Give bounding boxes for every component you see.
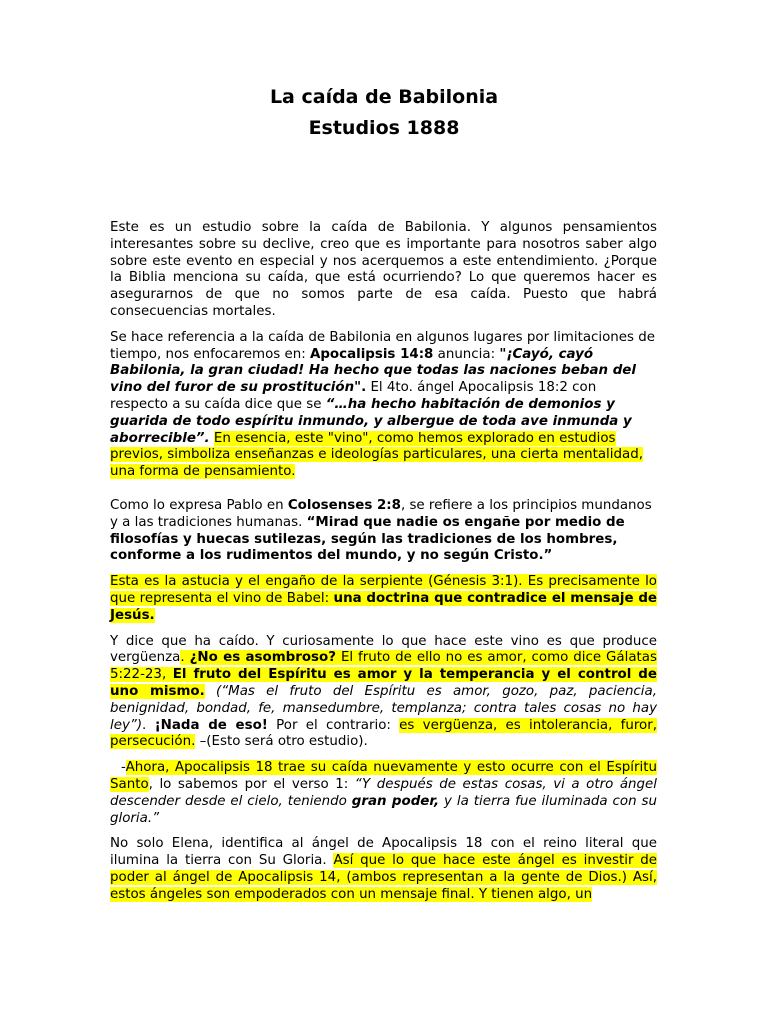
scripture-reference: Apocalipsis 14:8 [309, 346, 434, 362]
highlighted-bold-text: El fruto del Espíritu es amor y la temperancia y el control de uno mismo. [110, 667, 657, 699]
text-span: Por el contrario: [267, 717, 400, 733]
highlighted-text: Ahora, Apocalipsis 18 trae su caída nuevamente y esto ocurre con el Espíritu Santo [110, 760, 657, 792]
paragraph-verguenza [110, 634, 657, 752]
highlighted-text: . [180, 650, 190, 666]
highlighted-bold-text: ¿No es asombroso? [189, 650, 336, 666]
text-span: Se hace referencia a la caída de Babilonia en algunos lugares por limitaciones de tiempo, nos enfocaremos en: [110, 329, 656, 362]
quote-mark: ". [354, 380, 367, 396]
text-span: El 4to. ángel Apocalipsis 18:2 con respecto a su caída dice que se [110, 380, 597, 412]
text-span: . [142, 717, 155, 733]
text-span: , lo sabemos por el verso 1: [148, 776, 355, 792]
text-span: anuncia: [433, 346, 500, 362]
bold-text: ¡Nada de eso! [154, 717, 268, 733]
document-body [110, 220, 657, 912]
text-span [205, 684, 216, 699]
highlighted-text: El fruto de ello no es amor, como dice Gálatas 5:22-23, [110, 650, 657, 683]
scripture-reference: Colosenses 2:8 [287, 497, 401, 513]
highlighted-bold-text: una doctrina que contradice el mensaje de Jesús. [110, 590, 657, 623]
scripture-quote: “Mirad que nadie os engañe por medio de filosofías y huecas sutilezas, según las tradiciones de los hombres, conforme a los rudimentos del mundo, y no según Cristo.” [110, 514, 625, 564]
text-span: Como lo expresa Pablo en [110, 497, 288, 513]
page-subtitle: Estudios 1888 [308, 117, 460, 139]
italic-quote: (“Mas el fruto del Espíritu es amor, gozo, paz, paciencia, benignidad, bondad, fe, mansedumbre, templanza; contra tales cosas no hay ley”) [110, 683, 657, 733]
highlighted-text: En esencia, este "vino", como hemos explorado en estudios previos, simboliza enseñanzas e ideologías particulares, una cierta mentalidad, una forma de pensamiento. [110, 430, 643, 480]
text-span: , se refiere a los principios mundanos y a las tradiciones humanas. [110, 497, 652, 530]
paragraph-elena [110, 836, 657, 903]
italic-quote: “Y después de estas cosas, vi a otro ángel descender desde el cielo, teniendo [110, 776, 657, 809]
highlighted-text: Así que lo que hace este ángel es investir de poder al ángel de Apocalipsis 14, (ambos representan a la gente de Dios.) Así, estos ángeles son empoderados con un mensaje final. Y tienen algo, un [110, 853, 658, 902]
text-span: - [110, 760, 126, 776]
paragraph-serpiente [110, 574, 657, 624]
bold-italic-text: gran poder, [351, 793, 440, 809]
text-span: No solo Elena, identifica al ángel de Apocalipsis 18 con el reino literal que ilumina la tierra con Su Gloria. [110, 836, 657, 869]
text-span: Y dice que ha caído. Y curiosamente lo que hace este vino es que produce vergüenza [110, 633, 657, 666]
paragraph-colosenses [110, 498, 657, 565]
paragraph-apocalipsis [110, 330, 657, 481]
scripture-quote: ¡Cayó, cayó Babilonia, la gran ciudad! Ha hecho que todas las naciones beban del vino del furor de su prostitución [110, 346, 636, 396]
highlighted-text: Esta es la astucia y el engaño de la serpiente (Génesis 3:1). Es precisamente lo que representa el vino de Babel: [110, 574, 657, 606]
title-block [0, 83, 768, 142]
paragraph-apocalipsis-18 [110, 760, 657, 827]
highlighted-text: es vergüenza, es intolerancia, furor, persecución. [110, 717, 658, 750]
paragraph-intro: Este es un estudio sobre la caída de Babilonia. Y algunos pensamientos interesantes sobre su declive, creo que es importante para nosotros saber algo sobre este evento en especial y nos acerquemos a este entendimiento. ¿Porque la Biblia menciona su caída, que está ocurriendo? Lo que queremos hacer es asegurarnos de que no somos parte de esa caída. Puesto que habrá consecuencias mortales. [110, 220, 657, 319]
scripture-quote: “…ha hecho habitación de demonios y guarida de todo espíritu inmundo, y albergue de toda ave inmunda y aborrecible”. [110, 396, 632, 446]
quote-mark: " [499, 346, 507, 362]
text-span: –(Esto será otro estudio). [195, 734, 368, 750]
italic-quote: y la tierra fue iluminada con su gloria.” [110, 793, 657, 826]
page-title: La caída de Babilonia [269, 86, 499, 108]
